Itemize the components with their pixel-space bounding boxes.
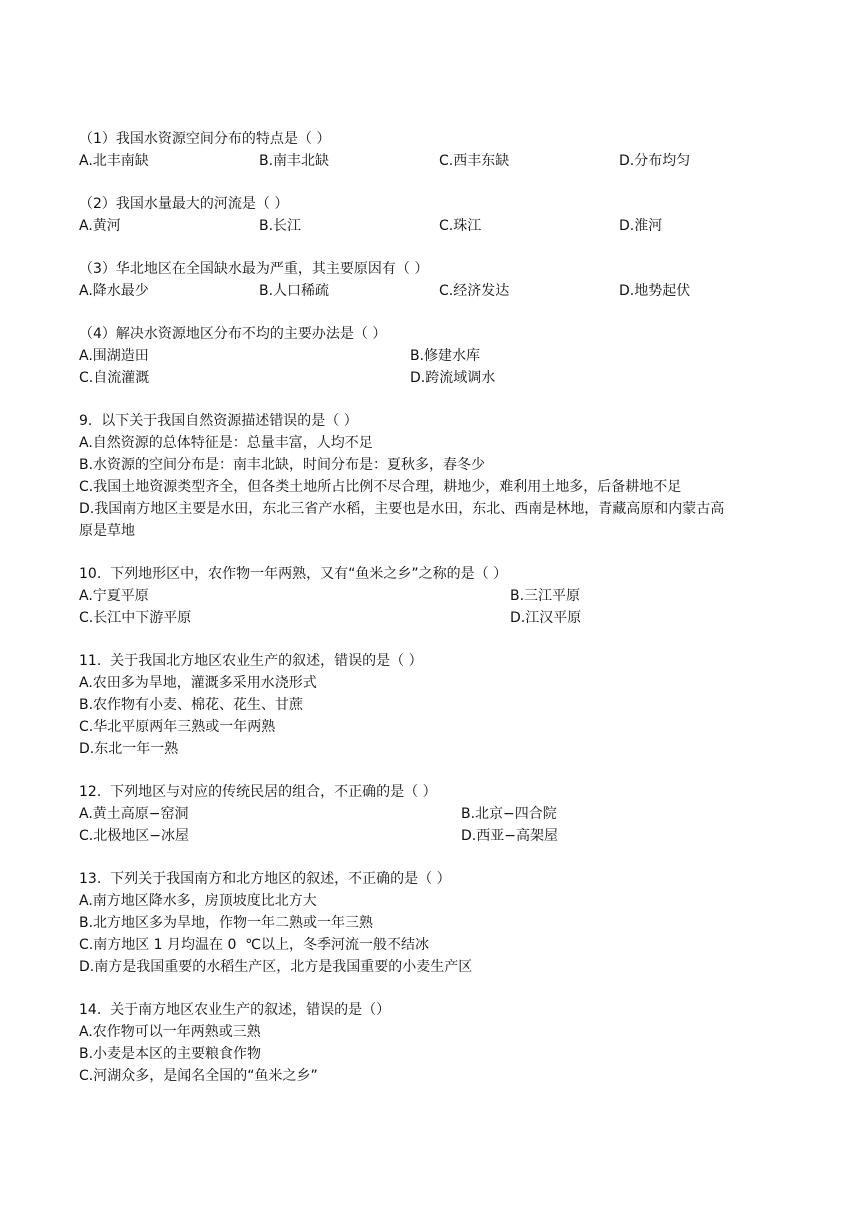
option-b: B.北方地区多为旱地，作物一年二熟或一年三熟 (79, 915, 374, 931)
option-c: C.珠江 (439, 218, 482, 234)
option-b: B.农作物有小麦、棉花、花生、甘蔗 (79, 697, 304, 713)
option-a: A.南方地区降水多，房顶坡度比北方大 (79, 893, 317, 909)
option-c: C.经济发达 (439, 283, 510, 299)
question-9 (79, 410, 781, 542)
question-10 (79, 563, 781, 629)
option-a: A.北丰南缺 (79, 153, 149, 169)
document-page (79, 128, 781, 1087)
question-2 (79, 193, 781, 237)
option-c: C.我国土地资源类型齐全，但各类土地所占比例不尽合理，耕地少，难利用土地多，后备耕地不足 (79, 479, 682, 495)
question-1 (79, 128, 781, 172)
question-stem: （3）华北地区在全国缺水最为严重，其主要原因有（ ） (79, 261, 429, 277)
question-stem: 9. 以下关于我国自然资源描述错误的是（ ） (79, 413, 358, 429)
question-12 (79, 781, 781, 847)
option-b: B.北京−四合院 (461, 806, 557, 822)
question-stem: （2）我国水量最大的河流是（ ） (79, 196, 289, 212)
option-a: A.自然资源的总体特征是：总量丰富，人均不足 (79, 435, 373, 451)
option-c: C.华北平原两年三熟或一年两熟 (79, 719, 276, 735)
options-row (79, 825, 781, 847)
option-c: C.南方地区 1 月均温在 0 ℃以上，冬季河流一般不结冰 (79, 937, 430, 953)
option-c: C.自流灌溉 (79, 370, 150, 386)
question-11 (79, 650, 781, 760)
question-stem: 10. 下列地形区中，农作物一年两熟，又有“鱼米之乡”之称的是（ ） (79, 566, 508, 582)
options-row (79, 215, 781, 237)
options-row (79, 150, 781, 172)
option-c: C.北极地区−冰屋 (79, 828, 189, 844)
option-a: A.黄河 (79, 218, 121, 234)
option-b: B.南丰北缺 (259, 153, 330, 169)
question-13 (79, 868, 781, 978)
question-4 (79, 323, 781, 389)
option-d: D.东北一年一熟 (79, 741, 179, 757)
option-d: D.南方是我国重要的水稻生产区，北方是我国重要的小麦生产区 (79, 959, 473, 975)
option-d: D.西亚−高架屋 (461, 828, 558, 844)
option-b: B.人口稀疏 (259, 283, 330, 299)
option-a: A.农田多为旱地，灌溉多采用水浇形式 (79, 675, 317, 691)
option-d-continued: 原是草地 (79, 523, 135, 539)
question-stem: 14. 关于南方地区农业生产的叙述，错误的是（） (79, 1002, 391, 1018)
options-row (79, 585, 781, 607)
option-b: B.小麦是本区的主要粮食作物 (79, 1046, 262, 1062)
question-stem: （1）我国水资源空间分布的特点是（ ） (79, 131, 331, 147)
option-d: D.地势起伏 (619, 283, 691, 299)
options-row (79, 803, 781, 825)
options-row (79, 345, 781, 367)
option-b: B.水资源的空间分布是：南丰北缺，时间分布是：夏秋多，春冬少 (79, 457, 486, 473)
question-stem: 13. 下列关于我国南方和北方地区的叙述，不正确的是（ ） (79, 871, 451, 887)
options-row (79, 280, 781, 302)
option-b: B.修建水库 (410, 348, 481, 364)
question-stem: （4）解决水资源地区分布不均的主要办法是（ ） (79, 326, 387, 342)
question-14 (79, 999, 781, 1087)
option-a: A.宁夏平原 (79, 588, 149, 604)
option-d: D.跨流域调水 (410, 370, 496, 386)
question-3 (79, 258, 781, 302)
options-row (79, 607, 781, 629)
option-c: C.长江中下游平原 (79, 610, 192, 626)
option-b: B.三江平原 (510, 588, 581, 604)
option-b: B.长江 (259, 218, 302, 234)
option-c: C.西丰东缺 (439, 153, 510, 169)
option-a: A.降水最少 (79, 283, 149, 299)
option-d: D.分布均匀 (619, 153, 691, 169)
option-a: A.黄土高原−窑洞 (79, 806, 189, 822)
question-stem: 11. 关于我国北方地区农业生产的叙述，错误的是（ ） (79, 653, 423, 669)
option-d: D.淮河 (619, 218, 663, 234)
option-d: D.我国南方地区主要是水田，东北三省产水稻，主要也是水田，东北、西南是林地，青藏高原和内蒙古高 (79, 501, 725, 517)
option-a: A.农作物可以一年两熟或三熟 (79, 1024, 261, 1040)
option-c: C.河湖众多，是闻名全国的“鱼米之乡” (79, 1068, 318, 1084)
question-stem: 12. 下列地区与对应的传统民居的组合，不正确的是（ ） (79, 784, 437, 800)
options-row (79, 367, 781, 389)
option-a: A.围湖造田 (79, 348, 149, 364)
option-d: D.江汉平原 (510, 610, 582, 626)
